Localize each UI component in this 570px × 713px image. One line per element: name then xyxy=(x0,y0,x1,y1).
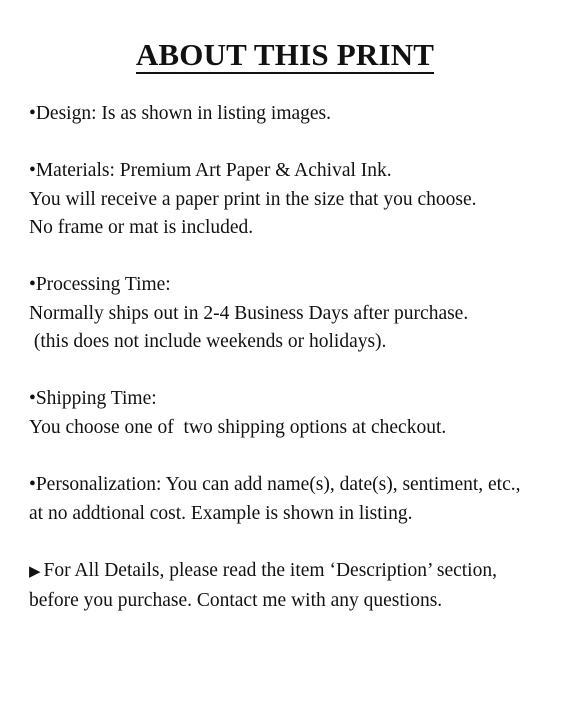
materials-section xyxy=(29,157,564,243)
shipping-line-1: •Shipping Time: xyxy=(29,388,157,409)
processing-line-1: •Processing Time: xyxy=(29,274,171,295)
shipping-time-section xyxy=(29,385,564,442)
materials-line-1: •Materials: Premium Art Paper & Achival Ink. xyxy=(29,160,392,181)
materials-line-2: You will receive a paper print in the size that you choose. xyxy=(29,188,477,210)
personalization-line-1: •Personalization: You can add name(s), date(s), sentiment, etc., xyxy=(29,474,521,495)
materials-line-3: No frame or mat is included. xyxy=(29,217,254,238)
page-title xyxy=(0,36,570,74)
details-section xyxy=(29,557,564,615)
design-section xyxy=(29,100,564,129)
details-line-2: before you purchase. Contact me with any questions. xyxy=(29,589,443,611)
personalization-line-2: at no addtional cost. Example is shown in listing. xyxy=(29,502,413,524)
processing-time-section xyxy=(29,271,564,357)
right-triangle-icon: ▶ xyxy=(29,564,41,580)
page-title-text: ABOUT THIS PRINT xyxy=(135,37,435,72)
details-line-1 xyxy=(29,557,564,587)
shipping-line-2: You choose one of two shipping options at checkout. xyxy=(29,416,447,438)
processing-line-2: Normally ships out in 2-4 Business Days after purchase. xyxy=(29,302,469,324)
design-line: •Design: Is as shown in listing images. xyxy=(29,103,332,124)
processing-line-3: (this does not include weekends or holidays). xyxy=(29,331,387,352)
personalization-section xyxy=(29,471,564,528)
details-line-1-text: For All Details, please read the item ‘Description’ section, xyxy=(43,560,497,581)
